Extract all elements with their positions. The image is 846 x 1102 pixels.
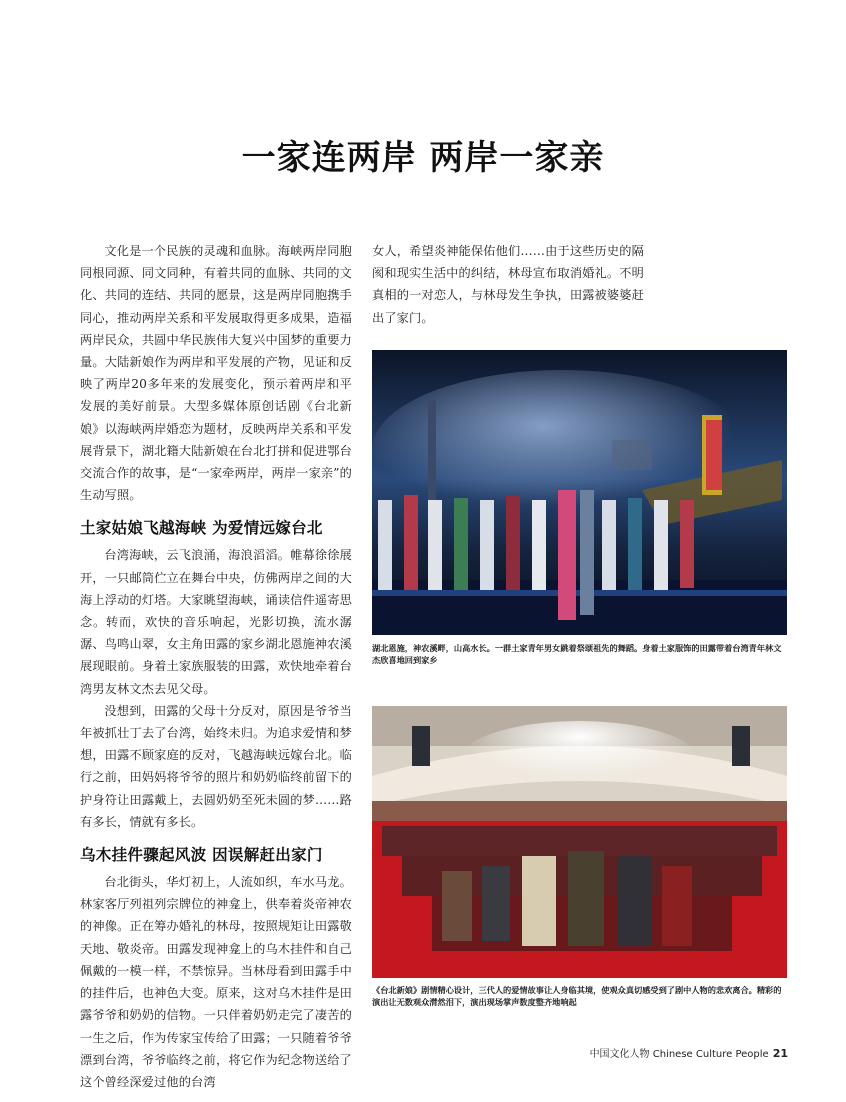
page-footer <box>590 1045 788 1060</box>
theater-audience-photo <box>372 706 787 978</box>
photo2-caption: 《台北新娘》剧情精心设计，三代人的爱情故事让人身临其境，使观众真切感受到了剧中人物的悲欢离合。精彩的演出让无数观众潸然泪下，演出现场掌声数度整齐地响起 <box>372 985 782 1007</box>
page-number: 21 <box>772 1047 788 1060</box>
body-paragraph-2: 没想到，田露的父母十分反对，原因是爷爷当年被抓壮丁去了台湾，始终未归。为追求爱情和梦想，田露不顾家庭的反对，飞越海峡远嫁台北。临行之前，田妈妈将爷爷的照片和奶奶临终前留下的护身符让田露戴上，去圆奶奶至死未圆的梦……路有多长，情就有多长。 <box>80 703 352 829</box>
article-title: 一家连两岸 两岸一家亲 <box>241 138 605 178</box>
section-heading-2: 乌木挂件骤起风波 因误解赶出家门 <box>80 846 323 865</box>
right-paragraph: 女人，希望炎神能保佑他们……由于这些历史的隔阂和现实生活中的纠结，林母宣布取消婚礼。不明真相的一对恋人，与林母发生争执，田露被婆婆赶出了家门。 <box>372 244 644 325</box>
body-paragraph-3: 台北街头，华灯初上，人流如织，车水马龙。林家客厅列祖列宗牌位的神龛上，供奉着炎帝神农的神像。正在筹办婚礼的林母，按照规矩让田露敬天地、敬炎帝。田露发现神龛上的乌木挂件和自己佩戴的一模一样，不禁惊异。当林母看到田露手中的挂件后，也神色大变。原来，这对乌木挂件是田露爷爷和奶奶的信物。一只伴着奶奶走完了凄苦的一生之后，作为传家宝传给了田露；一只随着爷爷漂到台湾，爷爷临终之前，将它作为纪念物送给了这个曾经深爱过他的台湾 <box>80 875 352 1089</box>
right-column-text <box>372 240 644 329</box>
body-paragraph-1: 台湾海峡，云飞浪涌，海浪滔滔。帷幕徐徐展开，一只邮筒伫立在舞台中央，仿佛两岸之间的大海上浮动的灯塔。大家眺望海峡，诵读信件遥寄思念。转而，欢快的音乐响起，光影切换，流水潺潺、鸟鸣山翠，女主角田露的家乡湖北恩施神农溪展现眼前。身着土家族服装的田露，欢快地牵着台湾男友林文杰去见父母。 <box>80 548 352 696</box>
magazine-name: 中国文化人物 Chinese Culture People <box>589 1049 769 1060</box>
stage-dance-photo <box>372 350 787 635</box>
left-column <box>80 240 352 1093</box>
section-heading-1: 土家姑娘飞越海峡 为爱情远嫁台北 <box>80 519 323 538</box>
photo1-caption: 湖北恩施，神农溪畔，山高水长。一群土家青年男女跳着祭颂祖先的舞蹈。身着土家服饰的田露带着台湾青年林文杰欣喜地回到家乡 <box>372 643 782 665</box>
intro-paragraph: 文化是一个民族的灵魂和血脉。海峡两岸同胞同根同源、同文同种，有着共同的血脉、共同的文化、共同的连结、共同的愿景，这是两岸同胞携手同心，推动两岸关系和平发展取得更多成果，造福两岸民众，共圆中华民族伟大复兴中国梦的重要力量。大陆新娘作为两岸和平发展的产物，见证和反映了两岸20多年来的发展变化，预示着两岸和平发展的美好前景。大型多媒体原创话剧《台北新娘》以海峡两岸婚恋为题材，反映两岸关系和平发展背景下，湖北籍大陆新娘在台北打拼和促进鄂台交流合作的故事，是“一家牵两岸，两岸一家亲”的生动写照。 <box>80 244 352 503</box>
